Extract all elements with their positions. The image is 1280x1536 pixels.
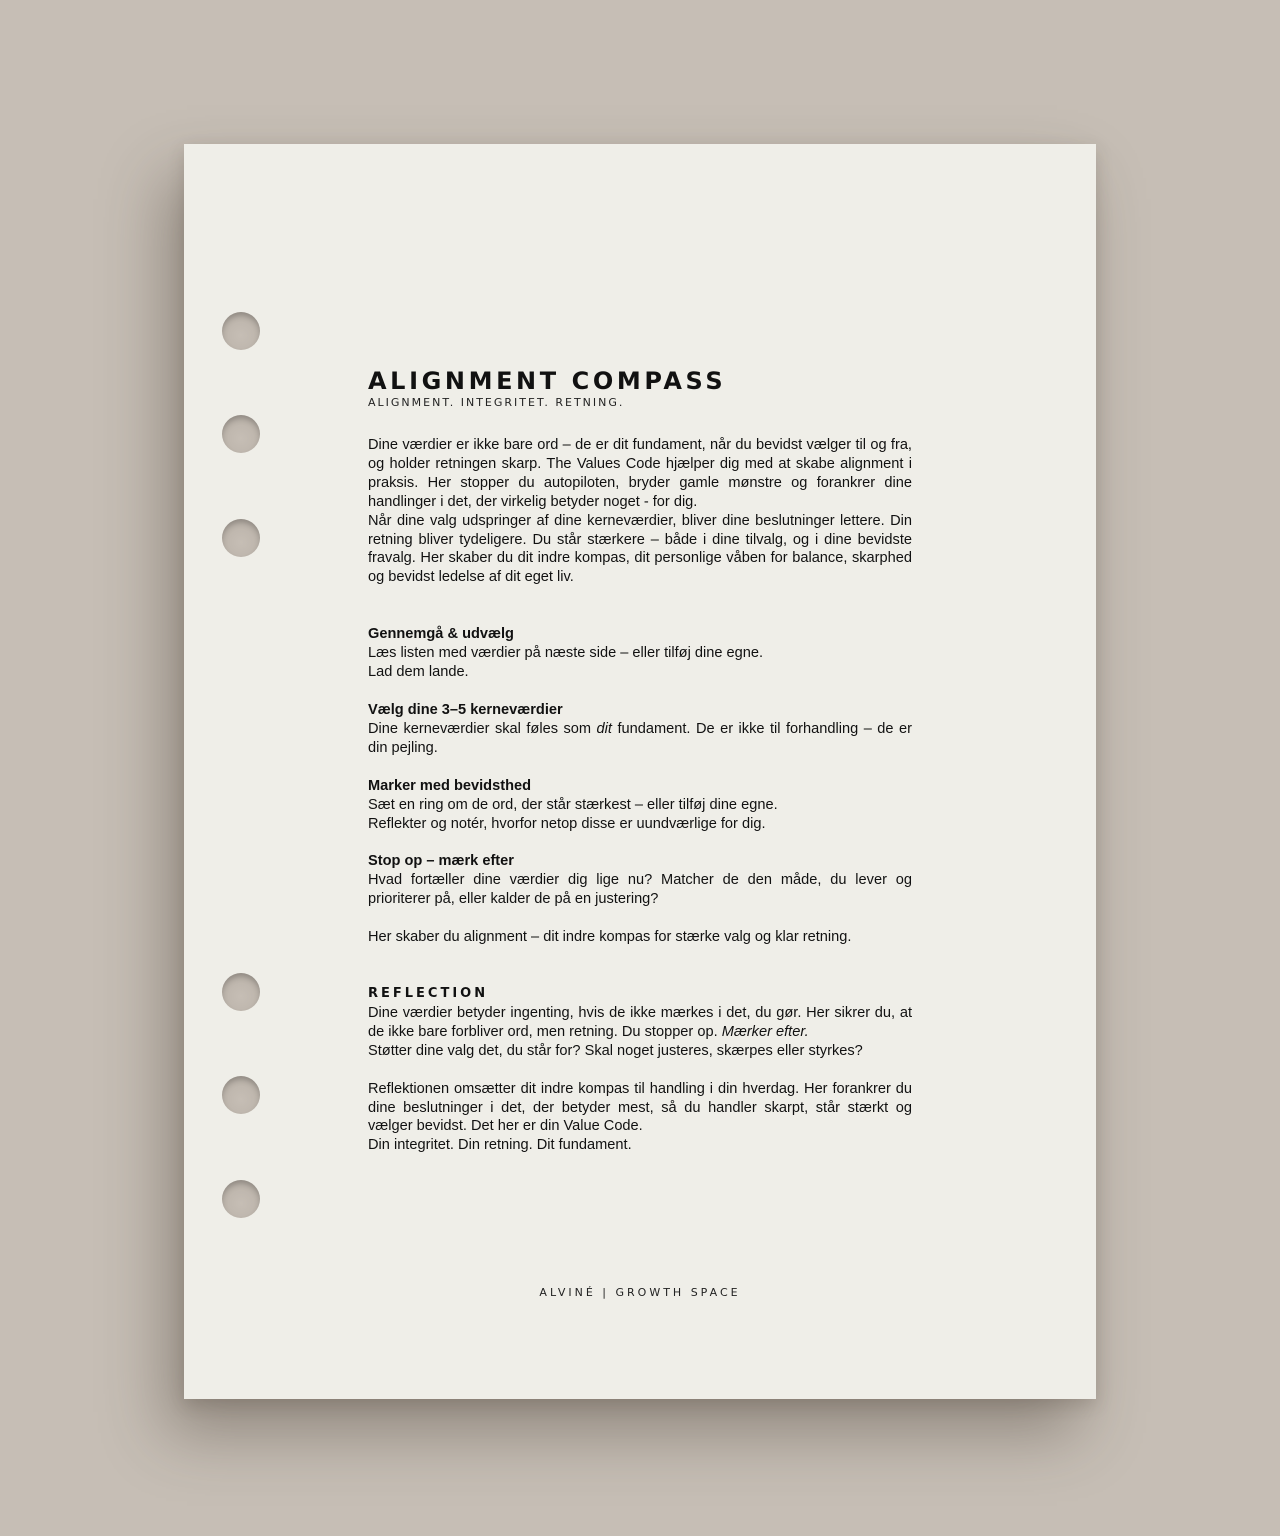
intro-paragraph: Dine værdier er ikke bare ord – de er dit fundament, når du bevidst vælger til og fra, og holder retningen skarp. The Values Code hjælper dig med at skabe alignment i praksis. Her stopper du autopiloten, bryder gamle mønstre og forankrer dine handlinger i det, der virkelig betyder noget - for dig. — [368, 437, 912, 510]
step-heading: Marker med bevidsthed — [368, 777, 532, 794]
page-content — [368, 366, 912, 1155]
document-page — [184, 144, 1096, 1399]
binder-hole — [222, 1076, 260, 1114]
reflection-paragraph: Dine værdier betyder ingenting, hvis de ikke mærkes i det, du gør. Her sikrer du, at de ikke bare forbliver ord, men retning. Du stopper op. Mærker efter. Støtter dine valg det, du står for? Skal noget justeres, skærpes eller styrkes? — [368, 1004, 912, 1059]
step-text: Lad dem lande. — [368, 664, 469, 681]
binder-hole — [222, 973, 260, 1011]
binder-hole — [222, 415, 260, 453]
step-heading: Gennemgå & udvælg — [368, 626, 514, 643]
page-footer: ALVINÉ | GROWTH SPACE — [539, 1286, 741, 1299]
step-text: Reflekter og notér, hvorfor netop disse er uundværlige for dig. — [368, 815, 766, 832]
step-text: Hvad fortæller dine værdier dig lige nu? Matcher de den måde, du lever og prioriterer på, eller kalder de på en justering? — [368, 872, 912, 908]
step-text: Læs listen med værdier på næste side – eller tilføj dine egne. — [368, 645, 764, 662]
closing-text: Her skaber du alignment – dit indre kompas for stærke valg og klar retning. — [368, 929, 852, 946]
reflection-heading: REFLECTION — [368, 986, 489, 1002]
page-subtitle: ALIGNMENT. INTEGRITET. RETNING. — [368, 396, 625, 409]
reflection-paragraph: Reflektionen omsætter dit indre kompas til handling i din hverdag. Her forankrer du dine beslutninger i det, der betyder mest, så du handler skarpt, står stærkt og vælger bevidst. Det her er din Value Code. — [368, 1080, 912, 1135]
step-heading: Vælg dine 3–5 kerneværdier — [368, 701, 563, 718]
binder-hole — [222, 519, 260, 557]
page-title: ALIGNMENT COMPASS — [368, 367, 727, 395]
binder-hole — [222, 1180, 260, 1218]
step-text: Dine kerneværdier skal føles som dit fundament. De er ikke til forhandling – de er din pejling. — [368, 720, 912, 756]
reflection-closing: Din integritet. Din retning. Dit fundament. — [368, 1137, 632, 1154]
intro-paragraph: Når dine valg udspringer af dine kerneværdier, bliver dine beslutninger lettere. Din retning bliver tydeligere. Du står stærkere – både i dine tilvalg, og i dine bevidste fravalg. Her skaber du dit indre kompas, dit personlige våben for balance, skarphed og bevidst ledelse af dit eget liv. — [368, 512, 912, 586]
step-text: Sæt en ring om de ord, der står stærkest – eller tilføj dine egne. — [368, 796, 778, 813]
step-heading: Stop op – mærk efter — [368, 853, 514, 870]
binder-hole — [222, 312, 260, 350]
